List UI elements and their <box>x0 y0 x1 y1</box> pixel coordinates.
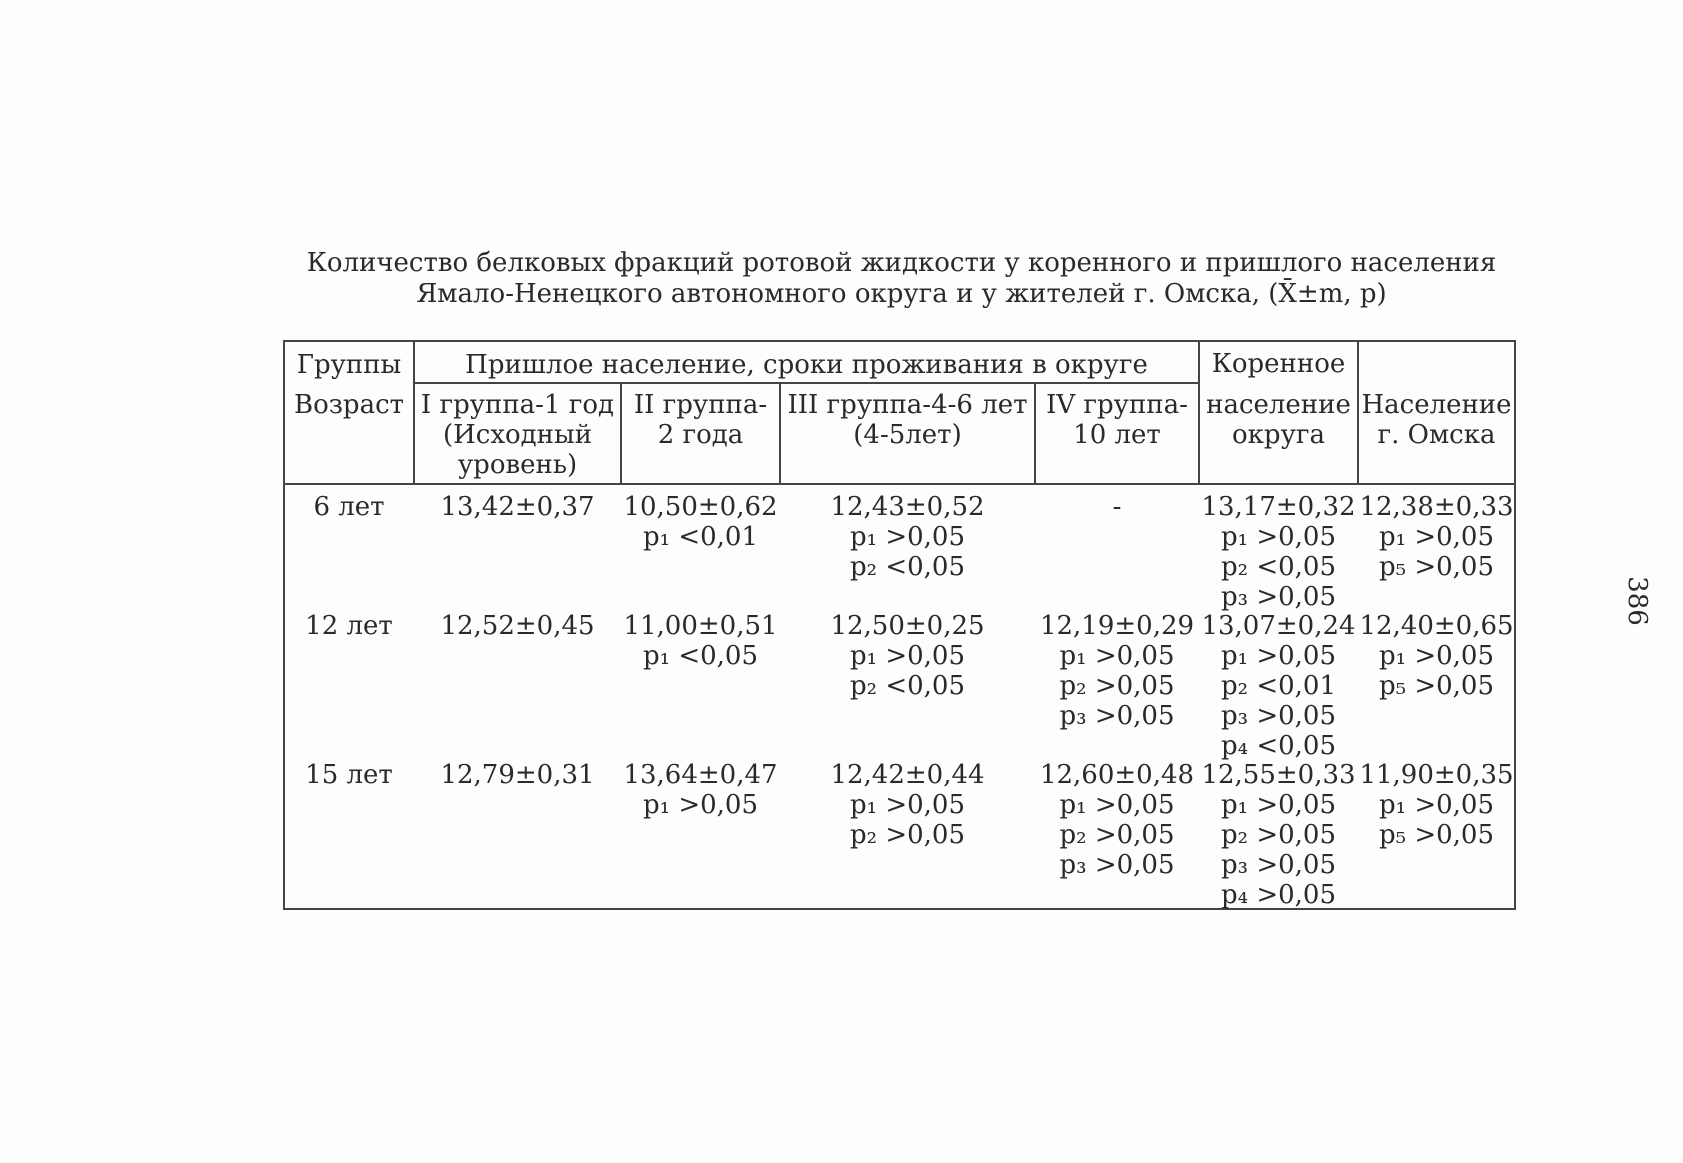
row-3-g2-mean: 13,64±0,47 <box>623 760 778 790</box>
row-2-g4 <box>1036 611 1198 731</box>
row-3-ind-p2: p₂ >0,05 <box>1220 820 1336 850</box>
omsk-header-line-1: Население <box>1361 390 1512 420</box>
row-1-g4 <box>1036 492 1198 522</box>
row-3-g3-p2: p₂ >0,05 <box>849 820 965 850</box>
row-2-omsk-p1: p₁ >0,05 <box>1378 641 1494 671</box>
row-1-ind-p1: p₁ >0,05 <box>1220 522 1336 552</box>
group2-header <box>622 390 779 450</box>
group3-header <box>781 390 1034 450</box>
row-1-ind-p3: p₃ >0,05 <box>1220 582 1336 612</box>
row-3-omsk-p1: p₁ >0,05 <box>1378 790 1494 820</box>
row-1-omsk-mean: 12,38±0,33 <box>1359 492 1514 522</box>
row-2-g3 <box>781 611 1034 701</box>
group3-header-line-1: III группа-4-6 лет <box>787 390 1028 420</box>
group3-header-line-2: (4-5лет) <box>853 420 962 450</box>
row-2-omsk-mean: 12,40±0,65 <box>1359 611 1514 641</box>
indigenous-header-line-2: население <box>1206 390 1351 420</box>
omsk-header-line-2: г. Омска <box>1377 420 1496 450</box>
row-1-g3-p1: p₁ >0,05 <box>849 522 965 552</box>
row-2-g4-mean: 12,19±0,29 <box>1039 611 1195 641</box>
row-3-g1 <box>415 760 620 790</box>
row-1-ind-mean: 13,17±0,32 <box>1201 492 1356 522</box>
row-2-g2-mean: 11,00±0,51 <box>623 611 778 641</box>
row-2-g4-p2: p₂ >0,05 <box>1059 671 1175 701</box>
row-3-ind-p1: p₁ >0,05 <box>1220 790 1336 820</box>
row-1-omsk-p5: p₅ >0,05 <box>1378 552 1494 582</box>
indigenous-header-line-1: Коренное <box>1211 349 1346 379</box>
row-1-g2-p1: p₁ <0,01 <box>642 522 758 552</box>
indigenous-header-line-3: округа <box>1232 420 1325 450</box>
row-2-omsk <box>1359 611 1514 701</box>
row-2-omsk-p5: p₅ >0,05 <box>1378 671 1494 701</box>
row-1-g2 <box>622 492 779 552</box>
row-2-g4-p1: p₁ >0,05 <box>1059 641 1175 671</box>
row-2-age: 12 лет <box>305 611 393 641</box>
group1-header-line-3: уровень) <box>457 450 578 480</box>
row-3-g4-p2: p₂ >0,05 <box>1059 820 1175 850</box>
table-caption <box>0 248 1683 310</box>
row-2-g2-p1: p₁ <0,05 <box>642 641 758 671</box>
row-3-g4 <box>1036 760 1198 880</box>
row-3-omsk-mean: 11,90±0,35 <box>1359 760 1514 790</box>
group4-header-line-2: 10 лет <box>1073 420 1161 450</box>
row-2-ind-p3: p₃ >0,05 <box>1220 701 1336 731</box>
row-1-g1 <box>415 492 620 522</box>
row-2-g3-p1: p₁ >0,05 <box>849 641 965 671</box>
row-3-g3-p1: p₁ >0,05 <box>849 790 965 820</box>
indigenous-header <box>1200 349 1357 450</box>
row-1-indigenous <box>1200 492 1357 612</box>
row-2-ind-p4: p₄ <0,05 <box>1220 731 1336 761</box>
row-1-age: 6 лет <box>313 492 385 522</box>
row-2-ind-p2: p₂ <0,01 <box>1220 671 1336 701</box>
row-2-ind-mean: 13,07±0,24 <box>1201 611 1356 641</box>
row-1-omsk-p1: p₁ >0,05 <box>1378 522 1494 552</box>
group1-header-line-2: (Исходный <box>442 420 593 450</box>
row-3-age: 15 лет <box>305 760 393 790</box>
group4-header-line-1: IV группа- <box>1046 390 1188 420</box>
row-2-ind-p1: p₁ >0,05 <box>1220 641 1336 671</box>
row-3-g4-p1: p₁ >0,05 <box>1059 790 1175 820</box>
omsk-header <box>1359 390 1514 450</box>
caption-line-1: Количество белковых фракций ротовой жидкости у коренного и пришлого населения <box>306 248 1497 278</box>
row-2-g1 <box>415 611 620 641</box>
groups-header: Группы <box>296 350 402 380</box>
row-2-g2 <box>622 611 779 671</box>
row-3-g1-mean: 12,79±0,31 <box>440 760 595 790</box>
group1-header-line-1: I группа-1 год <box>420 390 615 420</box>
row-2-g3-p2: p₂ <0,05 <box>849 671 965 701</box>
row-1-ind-p2: p₂ <0,05 <box>1220 552 1336 582</box>
row-1-g4-empty: - <box>1112 492 1122 522</box>
caption-line-2: Ямало-Ненецкого автономного округа и у жителей г. Омска, (X̄±m, p) <box>416 279 1387 309</box>
group2-header-line-2: 2 года <box>657 420 744 450</box>
row-2-indigenous <box>1200 611 1357 761</box>
row-1-g3 <box>781 492 1034 582</box>
row-1-g1-mean: 13,42±0,37 <box>440 492 595 522</box>
row-1-g3-p2: p₂ <0,05 <box>849 552 965 582</box>
row-3-omsk <box>1359 760 1514 850</box>
row-3-g3 <box>781 760 1034 850</box>
group2-header-line-1: II группа- <box>633 390 768 420</box>
row-1-omsk <box>1359 492 1514 582</box>
age-header: Возраст <box>293 390 405 420</box>
row-2-g1-mean: 12,52±0,45 <box>440 611 595 641</box>
migrant-header: Пришлое население, сроки проживания в округе <box>465 350 1148 380</box>
group4-header <box>1036 390 1198 450</box>
group1-header <box>415 390 620 480</box>
row-3-ind-p3: p₃ >0,05 <box>1220 850 1336 880</box>
row-3-indigenous <box>1200 760 1357 910</box>
row-3-g4-mean: 12,60±0,48 <box>1039 760 1195 790</box>
row-3-g2 <box>622 760 779 820</box>
row-3-omsk-p5: p₅ >0,05 <box>1378 820 1494 850</box>
row-3-g2-p1: p₁ >0,05 <box>642 790 758 820</box>
rule-h-header <box>285 483 1514 485</box>
row-1-g3-mean: 12,43±0,52 <box>830 492 985 522</box>
row-2-g4-p3: p₃ >0,05 <box>1059 701 1175 731</box>
row-3-ind-mean: 12,55±0,33 <box>1201 760 1356 790</box>
row-2-g3-mean: 12,50±0,25 <box>830 611 985 641</box>
row-1-g2-mean: 10,50±0,62 <box>623 492 778 522</box>
row-3-g3-mean: 12,42±0,44 <box>830 760 985 790</box>
page-number: 386 <box>1621 576 1652 626</box>
row-3-ind-p4: p₄ >0,05 <box>1220 880 1336 910</box>
data-table <box>283 340 1516 910</box>
rule-h-subheader <box>413 382 1198 384</box>
row-3-g4-p3: p₃ >0,05 <box>1059 850 1175 880</box>
